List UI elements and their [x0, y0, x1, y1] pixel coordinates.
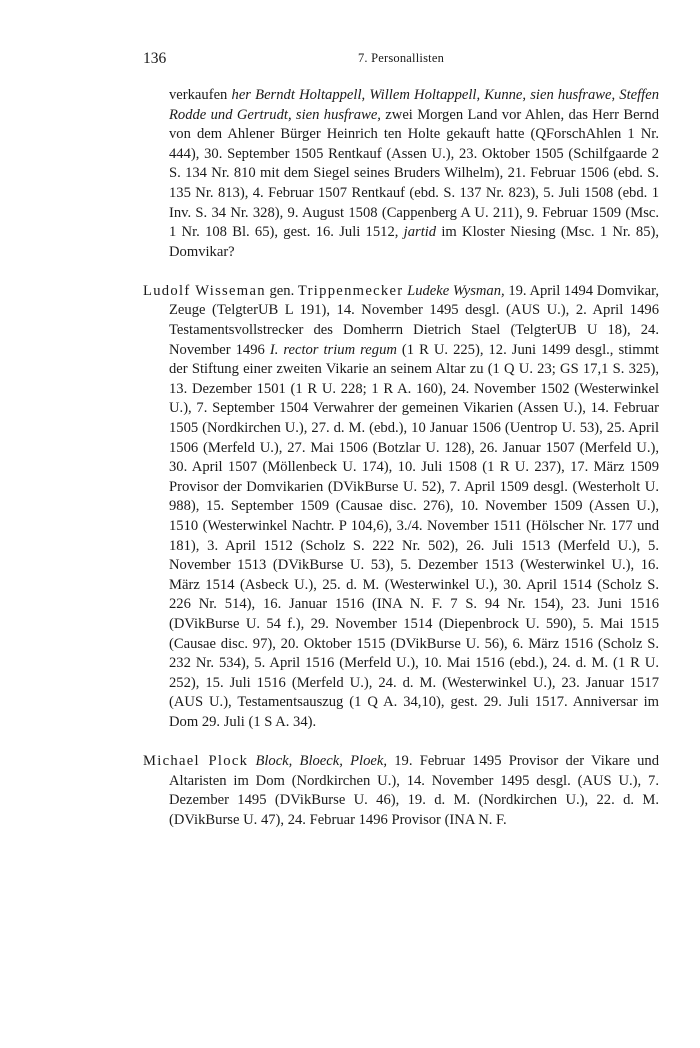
name-variants: Block, Bloeck, Ploek,: [255, 753, 387, 769]
text-run: zwei Morgen Land vor Ahlen, das Herr Bernd von dem Ahlener Bürger Heinrich ten Holte gekauft hatte (QForschAhlen 1 Nr. 444), 30. September 1505 Rentkauf (Assen U.), 23. Oktober 1505 (Schilfgaarde 2 S. 134 Nr. 810 mit dem Siegel seines Bruders Wilhelm), 21. Februar 1506 (ebd. S. 135 Nr. 813), 4. Februar 1507 Rentkauf (ebd. S. 137 Nr. 823), 5. Juli 1508 (ebd. 1 Inv. S. 34 Nr. 328), 9. August 1508 (Cappenberg A U. 211), 9. Februar 1509 (Msc. 1 Nr. 108 Bl. 65), gest. 16. Juli 1512,: [169, 106, 659, 241]
text-run: I. rector trium regum: [269, 341, 397, 358]
page-header: [143, 50, 659, 72]
text-run: im Kloster Niesing (Msc. 1 Nr. 85), Domvikar?: [169, 224, 660, 260]
page-number: 136: [143, 50, 167, 67]
person-name: Michael Plock: [143, 753, 249, 769]
person-byname: Trippenmecker: [297, 282, 404, 299]
text-run: jartid: [403, 224, 437, 241]
text-run: verkaufen: [169, 87, 232, 103]
entry-continuation: [143, 86, 659, 262]
entry-michael-plock: [143, 752, 659, 830]
text-run: 19. April 1494 Domvikar, Zeuge (TelgterUB L 191), 14. November 1495 desgl. (AUS U.), 2. April 1496 Testamentsvollstrecker des Domherrn Dietrich Stael (TelgterUB U 18), 24. November 1496: [169, 282, 660, 358]
running-head: 7. Personallisten: [357, 51, 445, 65]
page-body: [143, 86, 659, 850]
name-variants: Ludeke Wysman,: [407, 282, 505, 299]
text-run: 19. Februar 1495 Provisor der Vikare und Altaristen im Dom (Nordkirchen U.), 14. November 1495 desgl. (AUS U.), 7. Dezember 1495 (DVikBurse U. 46), 19. d. M. (Nordkirchen U.), 22. d. M. (DVikBurse U. 47), 24. Februar 1496 Provisor (INA N. F.: [169, 753, 659, 828]
entry-ludolf-wisseman: [143, 282, 659, 733]
text-run: (1 R U. 225), 12. Juni 1499 desgl., stimmt der Stiftung einer zweiten Vikarie an seinem Altar zu (1 Q U. 23; GS 17,1 S. 325), 13. Dezember 1501 (1 R U. 228; 1 R A. 160), 24. November 1502 (Westerwinkel U.), 7. September 1504 Verwahrer der gemeinen Vikarien (Assen U.), 14. Februar 1505 (Nordkirchen U.), 27. d. M. (ebd.), 10 Januar 1506 (Uentrop U. 53), 25. April 1506 (Merfeld U.), 27. Mai 1506 (Botzlar U. 128), 26. Januar 1507 (Merfeld U.), 30. April 1507 (Möllenbeck U. 174), 10. Juli 1508 (1 R U. 237), 17. März 1509 Provisor der Domvikarien (DVikBurse U. 52), 7. April 1509 desgl. (Westerholt U. 988), 15. September 1509 (Causae disc. 276), 10. November 1509 (Assen U.), 1510 (Westerwinkel Nachtr. P 104,6), 3./4. November 1511 (Hölscher Nr. 177 und 181), 3. April 1512 (Scholz S. 222 Nr. 502), 26. Juli 1513 (Merfeld U.), 5. November 1513 (DVikBurse U. 53), 5. Dezember 1513 (Westerwinkel U.), 16. März 1514 (Asbeck U.), 25. d. M. (Westerwinkel U.), 30. April 1514 (Scholz S. 226 Nr. 514), 16. Januar 1516 (INA N. F. 7 S. 94 Nr. 154), 23. Juni 1516 (DVikBurse U. 54 f.), 29. November 1514 (Diepenbrock U. 590), 5. Mai 1515 (Causae disc. 97), 20. Oktober 1515 (DVikBurse U. 56), 6. März 1516 (Scholz S. 232 Nr. 534), 5. April 1516 (Merfeld U.), 10. Mai 1516 (ebd.), 24. d. M. (1 R U. 252), 15. Juli 1516 (Merfeld U.), 24. d. M. (Westerwinkel U.), 23. Januar 1517 (AUS U.), Testamentsauszug (1 Q A. 34,10), gest. 29. Juli 1517. Anniversar im Dom 29. Juli (1 S A. 34).: [169, 341, 659, 730]
text-run: gen.: [265, 282, 298, 299]
person-name: Ludolf Wisseman: [143, 282, 266, 299]
text-run: her Berndt Holtappell, Willem Holtappell, Kunne, sien husfrawe, Steffen Rodde und Gertrudt, sien husfrawe,: [169, 87, 659, 123]
